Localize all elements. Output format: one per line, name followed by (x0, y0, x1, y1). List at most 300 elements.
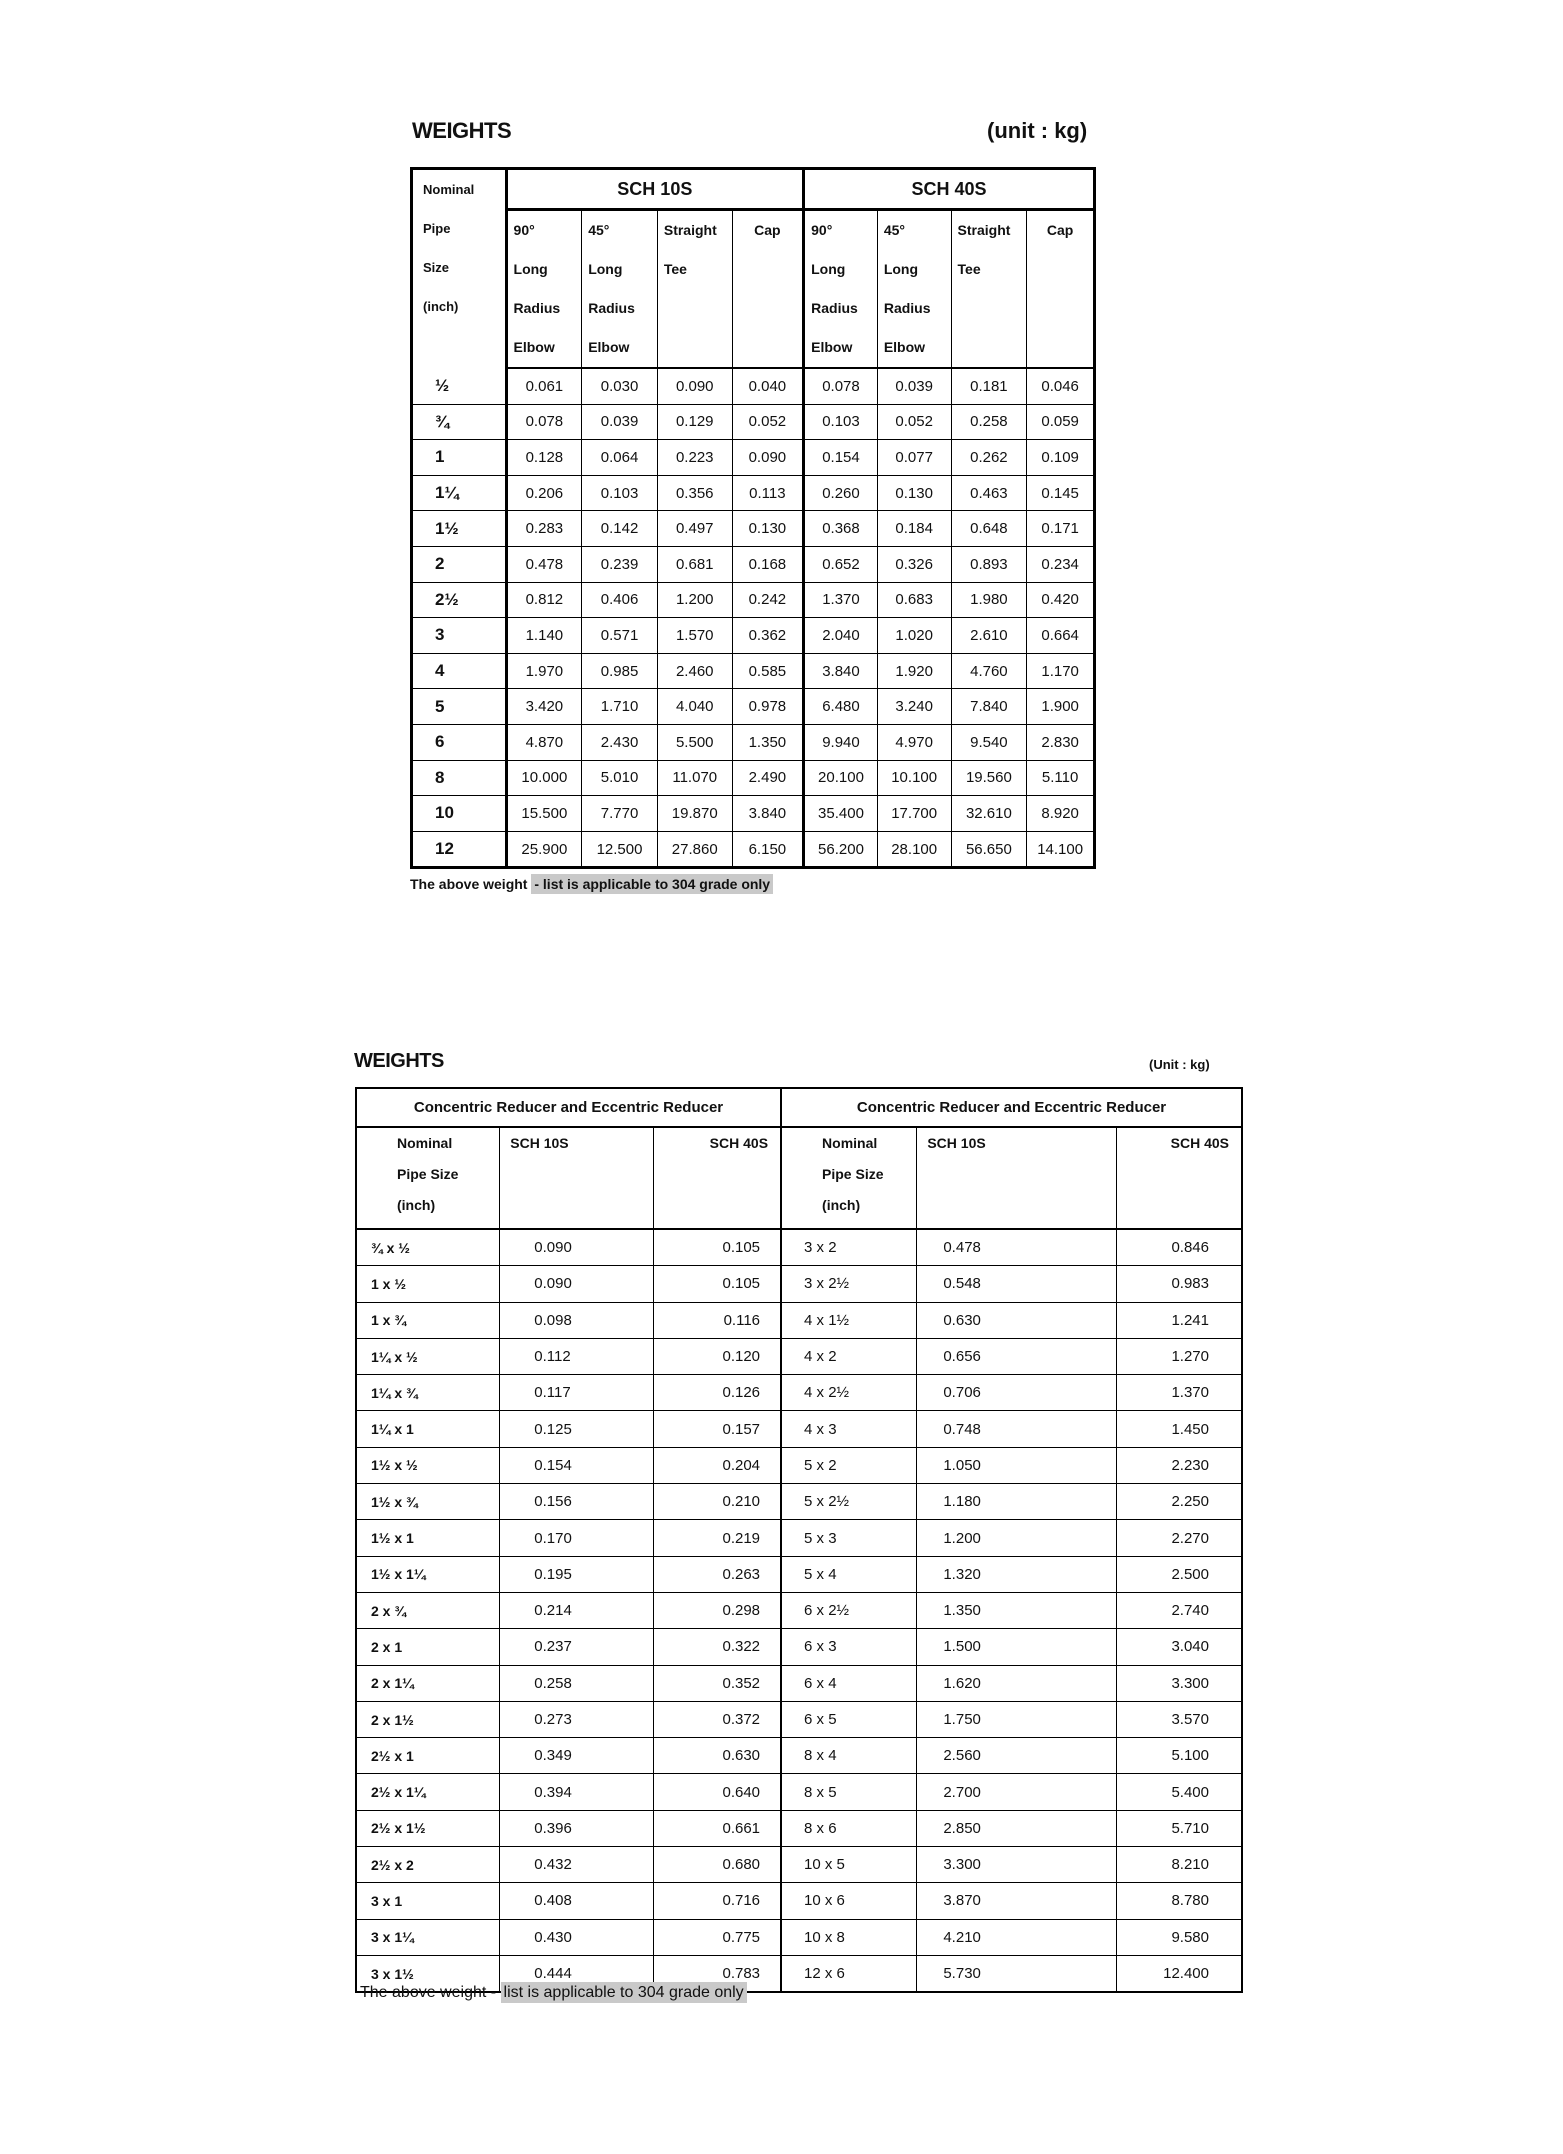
sch10s-weight-cell: 0.214 (500, 1592, 654, 1628)
weight-cell: 0.090 (732, 440, 804, 476)
sch10s-weight-cell: 2.560 (917, 1738, 1116, 1774)
column-header (877, 210, 951, 369)
weight-cell: 2.460 (657, 653, 732, 689)
reducer-size-cell: 1¼ x ¾ (356, 1375, 500, 1411)
pipe-size-cell: 2 (412, 546, 507, 582)
sch10s-weight-cell: 0.195 (500, 1556, 654, 1592)
weight-cell: 0.039 (877, 368, 951, 404)
column-header-line: Radius (811, 300, 858, 316)
sch40s-weight-cell: 0.716 (653, 1883, 781, 1919)
column-header-line: Elbow (883, 339, 926, 355)
table-row (356, 1592, 1242, 1628)
weight-cell: 1.570 (657, 618, 732, 654)
weight-cell: 3.420 (506, 689, 582, 725)
reducer-size-cell: 2 x 1¼ (356, 1665, 500, 1701)
sch40s-weight-cell: 2.250 (1116, 1484, 1242, 1520)
weight-cell: 1.980 (951, 582, 1027, 618)
column-header-line: Cap (754, 222, 781, 238)
reducer-size-cell: 3 x 1 (356, 1883, 500, 1919)
weight-cell: 0.128 (506, 440, 582, 476)
nominal-header-line: Pipe (423, 221, 451, 236)
sch40s-weight-cell: 2.500 (1116, 1556, 1242, 1592)
sch40s-group-header: SCH 40S (804, 169, 1095, 210)
column-header-line: Long (883, 261, 919, 277)
weight-cell: 1.140 (506, 618, 582, 654)
reducer-size-cell: 6 x 3 (781, 1629, 917, 1665)
weight-cell: 0.242 (732, 582, 804, 618)
sch10s-weight-cell: 0.396 (500, 1810, 654, 1846)
pipe-size-cell: 8 (412, 760, 507, 796)
sch10s-weight-cell: 0.156 (500, 1484, 654, 1520)
table1-note-text: The above weight (410, 876, 532, 892)
sch40s-weight-cell: 0.157 (653, 1411, 781, 1447)
weight-cell: 0.664 (1027, 618, 1095, 654)
sch40s-weight-cell: 9.580 (1116, 1919, 1242, 1955)
pipe-size-cell: 2½ (412, 582, 507, 618)
weight-cell: 9.940 (804, 724, 878, 760)
reducer-size-cell: 5 x 2½ (781, 1484, 917, 1520)
sch40s-weight-cell: 0.204 (653, 1447, 781, 1483)
weight-cell: 20.100 (804, 760, 878, 796)
weight-cell: 0.648 (951, 511, 1027, 547)
column-header-line: Tee (663, 261, 687, 277)
reducer-size-cell: 1 x ¾ (356, 1302, 500, 1338)
sch10s-weight-cell: 0.098 (500, 1302, 654, 1338)
table-row (412, 546, 1095, 582)
table-row (412, 760, 1095, 796)
table-row (412, 582, 1095, 618)
sch10s-weight-cell: 0.154 (500, 1447, 654, 1483)
reducer-size-cell: 3 x 2 (781, 1229, 917, 1266)
weight-cell: 6.480 (804, 689, 878, 725)
weight-cell: 0.052 (732, 404, 804, 440)
reducer-size-cell: 6 x 2½ (781, 1592, 917, 1628)
sch40s-weight-cell: 8.210 (1116, 1847, 1242, 1883)
column-header (804, 210, 878, 369)
weight-cell: 2.610 (951, 618, 1027, 654)
pipe-size-cell: 4 (412, 653, 507, 689)
weight-cell: 0.154 (804, 440, 878, 476)
sch10s-header-right: SCH 10S (917, 1127, 1116, 1229)
reducer-size-cell: 6 x 5 (781, 1701, 917, 1737)
column-header-line: 45° (588, 222, 610, 238)
sch10s-weight-cell: 0.548 (917, 1266, 1116, 1302)
nominal-header-line: (inch) (397, 1197, 436, 1213)
weight-cell: 0.478 (506, 546, 582, 582)
sch10s-weight-cell: 0.656 (917, 1338, 1116, 1374)
sch10s-weight-cell: 0.444 (500, 1955, 654, 1992)
weight-cell: 0.326 (877, 546, 951, 582)
table-row (356, 1484, 1242, 1520)
table2-note-text: The above weight - (360, 1984, 501, 2001)
column-header-line: Cap (1046, 222, 1074, 238)
weight-cell: 1.020 (877, 618, 951, 654)
weight-cell: 0.463 (951, 475, 1027, 511)
weight-cell: 14.100 (1027, 831, 1095, 868)
reducer-size-cell: 1¼ x 1 (356, 1411, 500, 1447)
sch40s-weight-cell: 0.298 (653, 1592, 781, 1628)
reducer-size-cell: 10 x 5 (781, 1847, 917, 1883)
sch40s-weight-cell: 8.780 (1116, 1883, 1242, 1919)
reducer-size-cell: 1¼ x ½ (356, 1338, 500, 1374)
sch10s-weight-cell: 1.050 (917, 1447, 1116, 1483)
sch10s-weight-cell: 0.258 (500, 1665, 654, 1701)
sch10s-weight-cell: 0.408 (500, 1883, 654, 1919)
weight-cell: 1.350 (732, 724, 804, 760)
sch40s-weight-cell: 0.783 (653, 1955, 781, 1992)
nominal-header-line: Nominal (397, 1135, 453, 1151)
column-header-line: Long (588, 261, 623, 277)
weight-cell: 1.200 (657, 582, 732, 618)
reducer-size-cell: 3 x 2½ (781, 1266, 917, 1302)
reducer-size-cell: 5 x 3 (781, 1520, 917, 1556)
column-header-line: Long (513, 261, 548, 277)
reducer-size-cell: 3 x 1½ (356, 1955, 500, 1992)
weight-cell: 0.030 (582, 368, 658, 404)
sch40s-weight-cell: 0.105 (653, 1229, 781, 1266)
table-row (356, 1411, 1242, 1447)
weight-cell: 19.870 (657, 796, 732, 832)
weight-cell: 27.860 (657, 831, 732, 868)
sch40s-weight-cell: 1.241 (1116, 1302, 1242, 1338)
table-row (356, 1883, 1242, 1919)
weight-cell: 0.239 (582, 546, 658, 582)
pipe-size-cell: 3 (412, 618, 507, 654)
reducer-size-cell: ¾ x ½ (356, 1229, 500, 1266)
weight-cell: 5.010 (582, 760, 658, 796)
sch40s-weight-cell: 3.040 (1116, 1629, 1242, 1665)
table-row (412, 724, 1095, 760)
weight-cell: 0.130 (877, 475, 951, 511)
pipe-size-cell: 1½ (412, 511, 507, 547)
sch10s-weight-cell: 0.478 (917, 1229, 1116, 1266)
weight-cell: 15.500 (506, 796, 582, 832)
table1-title: WEIGHTS (412, 118, 512, 143)
weight-cell: 0.283 (506, 511, 582, 547)
sch10s-weight-cell: 0.090 (500, 1266, 654, 1302)
weight-cell: 4.040 (657, 689, 732, 725)
sch10s-weight-cell: 1.200 (917, 1520, 1116, 1556)
reducer-size-cell: 1½ x 1 (356, 1520, 500, 1556)
weight-cell: 0.234 (1027, 546, 1095, 582)
table2-note (360, 1984, 747, 2002)
column-header-line: 90° (513, 222, 535, 238)
reducer-size-cell: 5 x 4 (781, 1556, 917, 1592)
sch10s-group-header: SCH 10S (506, 169, 804, 210)
sch40s-weight-cell: 0.630 (653, 1738, 781, 1774)
weight-cell: 0.064 (582, 440, 658, 476)
weight-cell: 8.920 (1027, 796, 1095, 832)
sch10s-weight-cell: 0.090 (500, 1229, 654, 1266)
reducer-size-cell: 8 x 5 (781, 1774, 917, 1810)
reducer-group-header-left: Concentric Reducer and Eccentric Reducer (356, 1088, 781, 1127)
weight-cell: 1.970 (506, 653, 582, 689)
reducer-size-cell: 4 x 1½ (781, 1302, 917, 1338)
weight-cell: 10.100 (877, 760, 951, 796)
nominal-header-line: (inch) (423, 299, 459, 314)
reducer-size-cell: 8 x 4 (781, 1738, 917, 1774)
weight-cell: 6.150 (732, 831, 804, 868)
reducer-size-cell: 2½ x 1 (356, 1738, 500, 1774)
table1-unit: (unit : kg) (987, 118, 1088, 143)
reducer-size-cell: 4 x 2½ (781, 1375, 917, 1411)
table-row (412, 796, 1095, 832)
table-row (356, 1556, 1242, 1592)
table-row (412, 475, 1095, 511)
reducer-size-cell: 10 x 8 (781, 1919, 917, 1955)
weight-cell: 0.260 (804, 475, 878, 511)
sch10s-weight-cell: 0.432 (500, 1847, 654, 1883)
reducer-size-cell: 8 x 6 (781, 1810, 917, 1846)
nominal-header-line: Pipe Size (397, 1166, 459, 1182)
weight-cell: 19.560 (951, 760, 1027, 796)
weight-cell: 0.893 (951, 546, 1027, 582)
sch40s-weight-cell: 0.372 (653, 1701, 781, 1737)
sch40s-weight-cell: 3.300 (1116, 1665, 1242, 1701)
table-row (356, 1738, 1242, 1774)
reducer-size-cell: 2 x 1 (356, 1629, 500, 1665)
table-row (412, 831, 1095, 868)
sch40s-weight-cell: 0.352 (653, 1665, 781, 1701)
nominal-pipe-size-header-left (356, 1127, 500, 1229)
reducer-size-cell: 1½ x ¾ (356, 1484, 500, 1520)
weight-cell: 0.985 (582, 653, 658, 689)
sch10s-weight-cell: 1.500 (917, 1629, 1116, 1665)
table-row (356, 1447, 1242, 1483)
weight-cell: 10.000 (506, 760, 582, 796)
column-header-line: Radius (588, 300, 635, 316)
table-row (356, 1810, 1242, 1846)
table-row (412, 618, 1095, 654)
weight-cell: 2.830 (1027, 724, 1095, 760)
weight-cell: 0.052 (877, 404, 951, 440)
weight-cell: 0.406 (582, 582, 658, 618)
weight-cell: 4.970 (877, 724, 951, 760)
column-header-line: Straight (663, 222, 717, 238)
sch40s-weight-cell: 0.640 (653, 1774, 781, 1810)
table2-title: WEIGHTS (354, 1050, 444, 1072)
table-row (356, 1629, 1242, 1665)
table-row (412, 511, 1095, 547)
reducer-size-cell: 2½ x 2 (356, 1847, 500, 1883)
weight-cell: 0.129 (657, 404, 732, 440)
weight-cell: 3.240 (877, 689, 951, 725)
weight-cell: 0.362 (732, 618, 804, 654)
weight-cell: 28.100 (877, 831, 951, 868)
table2-unit: (Unit : kg) (1149, 1057, 1210, 1072)
sch40s-weight-cell: 0.263 (653, 1556, 781, 1592)
sch10s-weight-cell: 0.170 (500, 1520, 654, 1556)
weight-cell: 32.610 (951, 796, 1027, 832)
sch40s-weight-cell: 0.120 (653, 1338, 781, 1374)
sch10s-weight-cell: 1.180 (917, 1484, 1116, 1520)
column-header (951, 210, 1027, 369)
weight-cell: 0.040 (732, 368, 804, 404)
weight-cell: 1.170 (1027, 653, 1095, 689)
column-header-line: Elbow (811, 339, 853, 355)
sch10s-weight-cell: 1.350 (917, 1592, 1116, 1628)
weight-cell: 5.500 (657, 724, 732, 760)
table-row (356, 1774, 1242, 1810)
weight-cell: 0.103 (582, 475, 658, 511)
sch10s-weight-cell: 5.730 (917, 1955, 1116, 1992)
weight-cell: 0.061 (506, 368, 582, 404)
table-row (356, 1229, 1242, 1266)
table-row (356, 1701, 1242, 1737)
table-row (356, 1665, 1242, 1701)
weight-cell: 9.540 (951, 724, 1027, 760)
reducer-size-cell: 2½ x 1½ (356, 1810, 500, 1846)
reducer-size-cell: 4 x 2 (781, 1338, 917, 1374)
reducer-size-cell: 5 x 2 (781, 1447, 917, 1483)
sch40s-weight-cell: 2.270 (1116, 1520, 1242, 1556)
weight-cell: 0.262 (951, 440, 1027, 476)
table-row (356, 1338, 1242, 1374)
weight-cell: 3.840 (804, 653, 878, 689)
reducer-size-cell: 1½ x ½ (356, 1447, 500, 1483)
column-header-line: Long (811, 261, 846, 277)
column-header-line: 45° (883, 222, 905, 238)
table-row (356, 1266, 1242, 1302)
nominal-header-line: (inch) (822, 1197, 861, 1213)
weight-cell: 1.920 (877, 653, 951, 689)
weight-cell: 2.430 (582, 724, 658, 760)
sch10s-weight-cell: 0.706 (917, 1375, 1116, 1411)
weight-cell: 4.760 (951, 653, 1027, 689)
weight-cell: 1.710 (582, 689, 658, 725)
sch10s-weight-cell: 2.700 (917, 1774, 1116, 1810)
reducer-group-header-right: Concentric Reducer and Eccentric Reducer (781, 1088, 1242, 1127)
table-row (412, 653, 1095, 689)
sch10s-weight-cell: 0.273 (500, 1701, 654, 1737)
reducer-size-cell: 1 x ½ (356, 1266, 500, 1302)
nominal-header-line: Nominal (822, 1135, 878, 1151)
weight-cell: 0.683 (877, 582, 951, 618)
sch40s-weight-cell: 2.740 (1116, 1592, 1242, 1628)
weight-cell: 0.812 (506, 582, 582, 618)
nominal-header-line: Size (423, 260, 450, 275)
sch40s-weight-cell: 2.230 (1116, 1447, 1242, 1483)
weight-cell: 35.400 (804, 796, 878, 832)
weight-cell: 11.070 (657, 760, 732, 796)
nominal-header-line: Pipe Size (822, 1166, 884, 1182)
sch40s-weight-cell: 1.450 (1116, 1411, 1242, 1447)
reducer-size-cell: 2½ x 1¼ (356, 1774, 500, 1810)
weight-cell: 0.142 (582, 511, 658, 547)
sch10s-weight-cell: 3.300 (917, 1847, 1116, 1883)
pipe-size-cell: ½ (412, 368, 507, 404)
table-row (356, 1520, 1242, 1556)
weight-cell: 2.490 (732, 760, 804, 796)
sch40s-weight-cell: 1.270 (1116, 1338, 1242, 1374)
sch40s-weight-cell: 0.219 (653, 1520, 781, 1556)
sch40s-weight-cell: 5.710 (1116, 1810, 1242, 1846)
pipe-size-cell: 6 (412, 724, 507, 760)
reducer-size-cell: 2 x ¾ (356, 1592, 500, 1628)
column-header-line: Radius (513, 300, 561, 316)
nominal-pipe-size-header-right (781, 1127, 917, 1229)
sch40s-weight-cell: 0.126 (653, 1375, 781, 1411)
weight-cell: 1.370 (804, 582, 878, 618)
weight-cell: 0.113 (732, 475, 804, 511)
sch40s-weight-cell: 0.210 (653, 1484, 781, 1520)
sch10s-weight-cell: 0.394 (500, 1774, 654, 1810)
sch40s-weight-cell: 0.322 (653, 1629, 781, 1665)
sch40s-weight-cell: 12.400 (1116, 1955, 1242, 1992)
column-header (582, 210, 658, 369)
weight-cell: 1.900 (1027, 689, 1095, 725)
sch10s-weight-cell: 1.750 (917, 1701, 1116, 1737)
reducer-size-cell: 6 x 4 (781, 1665, 917, 1701)
column-header-line: Radius (883, 300, 931, 316)
sch40s-weight-cell: 1.370 (1116, 1375, 1242, 1411)
weight-cell: 0.420 (1027, 582, 1095, 618)
weight-cell: 0.168 (732, 546, 804, 582)
pipe-size-cell: 10 (412, 796, 507, 832)
table-row (412, 404, 1095, 440)
sch10s-weight-cell: 0.630 (917, 1302, 1116, 1338)
nominal-header-line: Nominal (423, 182, 475, 197)
weight-cell: 0.652 (804, 546, 878, 582)
sch10s-weight-cell: 2.850 (917, 1810, 1116, 1846)
table-row (412, 440, 1095, 476)
column-header-line: Straight (957, 222, 1011, 238)
sch10s-weight-cell: 0.117 (500, 1375, 654, 1411)
weight-cell: 0.039 (582, 404, 658, 440)
sch10s-weight-cell: 1.620 (917, 1665, 1116, 1701)
sch10s-weight-cell: 4.210 (917, 1919, 1116, 1955)
sch40s-weight-cell: 5.100 (1116, 1738, 1242, 1774)
weight-cell: 0.078 (804, 368, 878, 404)
weight-cell: 0.090 (657, 368, 732, 404)
weight-cell: 3.840 (732, 796, 804, 832)
sch40s-weight-cell: 0.983 (1116, 1266, 1242, 1302)
reducer-weight-table (355, 1087, 1243, 1993)
sch40s-weight-cell: 0.775 (653, 1919, 781, 1955)
reducer-size-cell: 3 x 1¼ (356, 1919, 500, 1955)
weight-cell: 0.206 (506, 475, 582, 511)
reducer-size-cell: 10 x 6 (781, 1883, 917, 1919)
table-row (356, 1919, 1242, 1955)
sch40s-weight-cell: 0.846 (1116, 1229, 1242, 1266)
weight-cell: 0.130 (732, 511, 804, 547)
sch40s-weight-cell: 0.680 (653, 1847, 781, 1883)
sch10s-weight-cell: 3.870 (917, 1883, 1116, 1919)
weight-cell: 7.840 (951, 689, 1027, 725)
table-row (412, 368, 1095, 404)
weight-cell: 0.181 (951, 368, 1027, 404)
weight-cell: 0.059 (1027, 404, 1095, 440)
column-header-line: Elbow (588, 339, 630, 355)
weight-cell: 0.171 (1027, 511, 1095, 547)
weight-cell: 0.585 (732, 653, 804, 689)
sch40s-weight-cell: 0.105 (653, 1266, 781, 1302)
sch10s-weight-cell: 1.320 (917, 1556, 1116, 1592)
weight-cell: 2.040 (804, 618, 878, 654)
weight-cell: 0.109 (1027, 440, 1095, 476)
weight-cell: 0.356 (657, 475, 732, 511)
table1-note (410, 876, 773, 892)
weight-cell: 5.110 (1027, 760, 1095, 796)
column-header-line: 90° (811, 222, 833, 238)
pipe-size-cell: 1¼ (412, 475, 507, 511)
weight-cell: 56.200 (804, 831, 878, 868)
table-row (356, 1302, 1242, 1338)
weight-cell: 0.571 (582, 618, 658, 654)
sch10s-weight-cell: 0.430 (500, 1919, 654, 1955)
weight-cell: 0.368 (804, 511, 878, 547)
table-row (356, 1375, 1242, 1411)
